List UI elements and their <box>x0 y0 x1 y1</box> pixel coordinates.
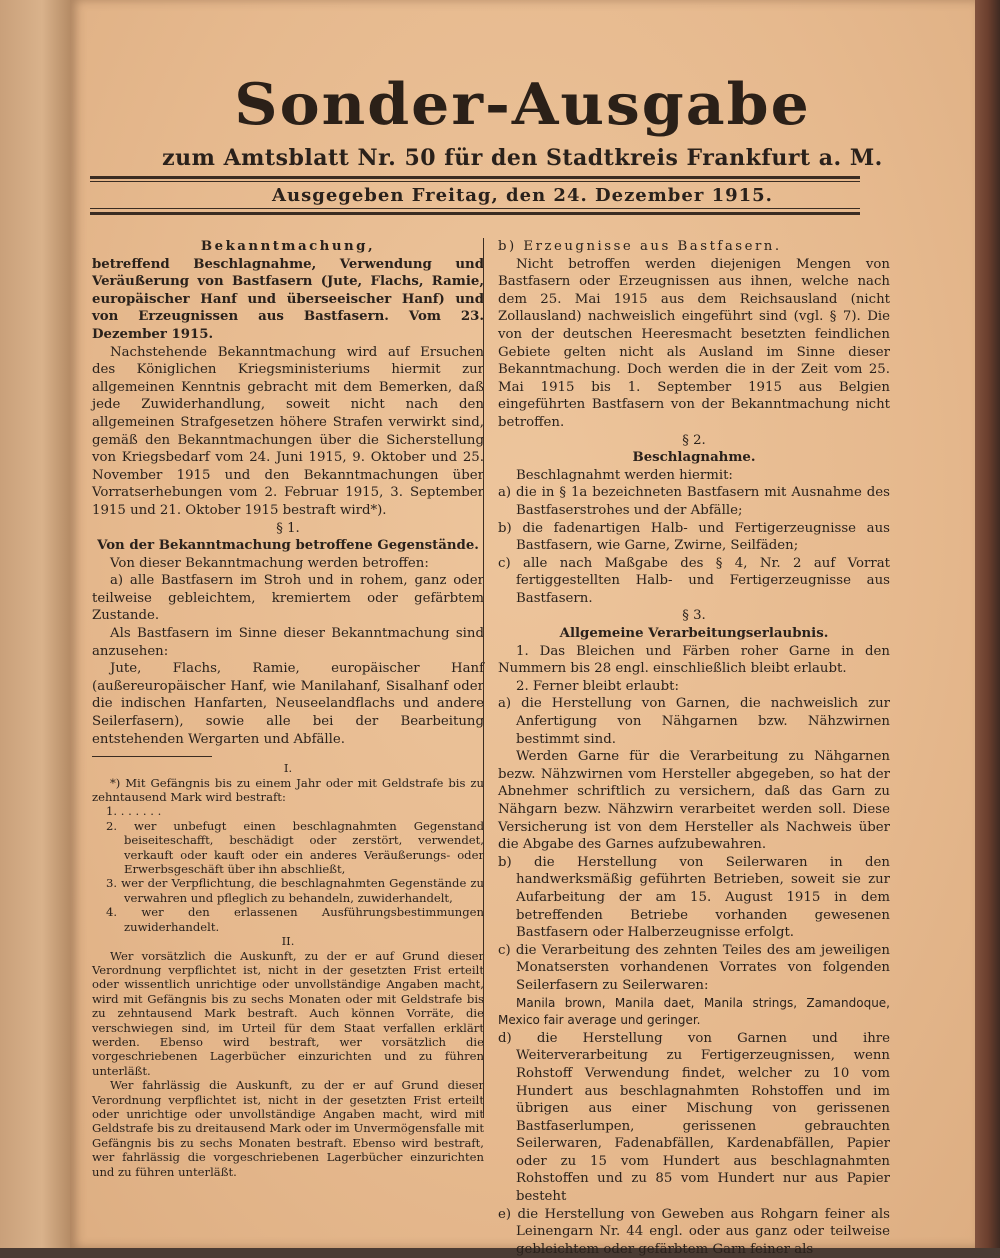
section-3-item-2: 2. Ferner bleibt erlaubt: <box>516 678 679 694</box>
section-1-item-a: a) alle Bastfasern im Stroh und in rohem, ganz oder teilweise gebleichtem, kremiertem oder gefärbtem Zustande. <box>92 573 484 624</box>
item-b-heading: b) Erzeugnisse aus Bastfasern. <box>498 239 782 254</box>
footnote-item-1: 1. . . . . . . <box>106 804 162 819</box>
footnote-divider <box>92 756 212 757</box>
footnote-roman-2: II. <box>281 934 295 949</box>
footnote-paragraph-2: Wer fahrlässig die Auskunft, zu der er auf Grund dieser Verordnung verpflichtet ist, nicht in der gesetzten Frist erteilt oder unrichtige oder unvollständige Angaben macht, wird mit Geldstrafe bis zu dreitausend Mark oder im Unvermögensfalle mit Gefängnis bis zu sechs Monaten bestraft. Ebenso wird bestraft, wer fahrlässig die vorgeschriebenen Lagerbücher einzurichten und zu führen unterläßt. <box>92 1078 484 1179</box>
right-column <box>498 238 890 1258</box>
section-3-item-1: 1. Das Bleichen und Färben roher Garne in den Nummern bis 28 engl. einschließlich bleibt erlaubt. <box>498 643 890 677</box>
item-b-paragraph: Nicht betroffen werden diejenigen Mengen von Bastfasern oder Erzeugnissen aus ihnen, welche nach dem 25. Mai 1915 aus dem Reichsausland (nicht Zollausland) nachweislich eingeführt sind (vgl. § 7). Die von der deutschen Heeresmacht besetzten feindlichen Gebiete gelten nicht als Ausland im Sinne dieser Bekanntmachung. Doch werden die in der Zeit vom 25. Mai 1915 bis 1. September 1915 aus Belgien eingeführten Bastfasern von der Bekanntmachung nicht betroffen. <box>498 256 890 430</box>
section-3-item-c: c) die Verarbeitung des zehnten Teiles des am jeweiligen Monatsersten vorhandenen Vorrates von folgenden Seilerfasern zu Seilerwaren: <box>498 942 890 993</box>
footnote-item-4: 4. wer den erlassenen Ausführungsbestimmungen zuwiderhandelt. <box>106 905 484 934</box>
notice-heading: Bekanntmachung, <box>200 239 376 254</box>
masthead-title: Sonder-Ausgabe <box>234 71 811 139</box>
section-1-text-2: Als Bastfasern im Sinne dieser Bekanntmachung sind anzusehen: <box>92 626 484 659</box>
footnote-intro: *) Mit Gefängnis bis zu einem Jahr oder mit Geldstrafe bis zu zehntausend Mark wird bestraft: <box>92 775 484 805</box>
notice-intro: betreffend Beschlagnahme, Verwendung und Veräußerung von Bastfasern (Jute, Flachs, Ramie, europäischer Hanf und überseeischer Hanf) und von Erzeugnissen aus Bastfasern. Vom 23. Dezember 1915. <box>92 256 484 342</box>
section-3-item-e: e) die Herstellung von Geweben aus Rohgarn feiner als Leinengarn Nr. 44 engl. oder aus ganz oder teilweise gebleichtem oder gefärbtem Garn feiner als <box>498 1206 890 1257</box>
section-2-item-a: a) die in § 1a bezeichneten Bastfasern mit Ausnahme des Bastfaserstrohes und der Abfälle; <box>498 485 890 518</box>
section-2-number: § 2. <box>682 432 706 448</box>
section-3-item-a: a) die Herstellung von Garnen, die nachweislich zur Anfertigung von Nähgarnen bzw. Nähzwirnen bestimmt sind. <box>498 696 890 747</box>
top-rule <box>90 176 860 179</box>
footnote-item-3: 3. wer der Verpflichtung, die beschlagnahmten Gegenstände zu verwahren und pfleglich zu behandeln, zuwiderhandelt, <box>106 876 484 905</box>
footnote-roman-1: I. <box>283 761 293 776</box>
section-1-number: § 1. <box>276 520 300 536</box>
section-1-text: Von dieser Bekanntmachung werden betroffen: <box>110 555 429 571</box>
section-2-text: Beschlagnahmt werden hiermit: <box>516 467 733 483</box>
mid-rule-thin <box>90 208 860 209</box>
section-2-title: Beschlagnahme. <box>632 450 756 466</box>
section-2-item-b: b) die fadenartigen Halb- und Fertigerzeugnisse aus Bastfasern, wie Garne, Zwirne, Seilfäden; <box>498 520 890 554</box>
section-2-item-c: c) alle nach Maßgabe des § 4, Nr. 2 auf Vorrat fertiggestellten Halb- und Fertigerzeugnisse aus Bastfasern. <box>498 555 890 606</box>
section-3-item-b: b) die Herstellung von Seilerwaren in den handwerksmäßig geführten Betrieben, soweit sie zur Aufarbeitung der am 15. August 1915 in dem betreffenden Betriebe vorhanden gewesenen Bastfasern oder Halberzeugnisse erfolgt. <box>498 854 890 941</box>
top-rule-thin <box>90 181 860 182</box>
document-page <box>70 0 975 1257</box>
section-3-fiber-types: Manila brown, Manila daet, Manila strings, Zamandoque, Mexico fair average und geringer. <box>498 995 890 1028</box>
section-1-fiber-list: Jute, Flachs, Ramie, europäischer Hanf (außereuropäischer Hanf, wie Manilahanf, Sisalhanf oder die indischen Hanfarten, Neuseelandflachs und andere Seilerfasern), sowie alle bei der Bearbeitung entstehenden Wergarten und Abfälle. <box>92 661 484 747</box>
section-3-title: Allgemeine Verarbeitungserlaubnis. <box>559 626 829 642</box>
section-1-title: Von der Bekanntmachung betroffene Gegenstände. <box>97 538 479 554</box>
left-column <box>92 238 484 1179</box>
section-3-item-a-paragraph: Werden Garne für die Verarbeitung zu Nähgarnen bezw. Nähzwirnen vom Hersteller abgegeben, so hat der Abnehmer schriftlich zu versichern, daß das Garn zu Nähgarn bezw. Nähzwirn verarbeitet werden soll. Diese Versicherung ist von dem Hersteller als Nachweis über die Abgabe des Garnes aufzubewahren. <box>498 749 890 853</box>
section-3-item-d: d) die Herstellung von Garnen und ihre Weiterverarbeitung zu Fertigerzeugnissen, wenn Rohstoff Verwendung findet, welcher zu 10 vom Hundert aus beschlagnahmten Rohstoffen und im übrigen aus einer Mischung von gerissenen Bastfaserlumpen, gerissenen gebrauchten Seilerwaren, Fadenabfällen, Kardenabfällen, Papier oder zu 15 vom Hundert aus beschlagnahmten Rohstoffen und zu 85 vom Hundert nur aus Papier besteht <box>498 1030 890 1205</box>
mid-rule <box>90 212 860 215</box>
column-divider <box>483 238 484 1118</box>
footnote-item-2: 2. wer unbefugt einen beschlagnahmten Gegenstand beiseiteschafft, beschädigt oder zerstört, verwendet, verkauft oder kauft oder ein anderes Veräußerungs- oder Erwerbsgeschäft über ihn abschließt, <box>106 818 484 877</box>
section-3-number: § 3. <box>682 608 706 624</box>
issue-date: Ausgegeben Freitag, den 24. Dezember 1915. <box>272 185 773 206</box>
footnote-paragraph-1: Wer vorsätzlich die Auskunft, zu der er auf Grund dieser Verordnung verpflichtet ist, nicht in der gesetzten Frist erteilt oder wissentlich unrichtige oder unvollständige Angaben macht, wird mit Gefängnis bis zu sechs Monaten oder mit Geldstrafe bis zu zehntausend Mark bestraft. Auch können Vorräte, die verschwiegen sind, im Urteil für dem Staat verfallen erklärt werden. Ebenso wird bestraft, wer vorsätzlich die vorgeschriebenen Lagerbücher einzurichten und zu führen unterläßt. <box>92 948 484 1078</box>
masthead-subtitle: zum Amtsblatt Nr. 50 für den Stadtkreis Frankfurt a. M. <box>162 145 883 171</box>
notice-paragraph: Nachstehende Bekanntmachung wird auf Ersuchen des Königlichen Kriegsministeriums hiermit zur allgemeinen Kenntnis gebracht mit dem Bemerken, daß jede Zuwiderhandlung, soweit nicht nach den allgemeinen Strafgesetzen höhere Strafen verwirkt sind, gemäß den Bekanntmachungen über die Sicherstellung von Kriegsbedarf vom 24. Juni 1915, 9. Oktober und 25. November 1915 und den Bekanntmachungen über Vorratserhebungen vom 2. Februar 1915, 3. September 1915 und 21. Oktober 1915 bestraft wird*). <box>92 344 484 518</box>
book-left-edge <box>0 0 70 1248</box>
